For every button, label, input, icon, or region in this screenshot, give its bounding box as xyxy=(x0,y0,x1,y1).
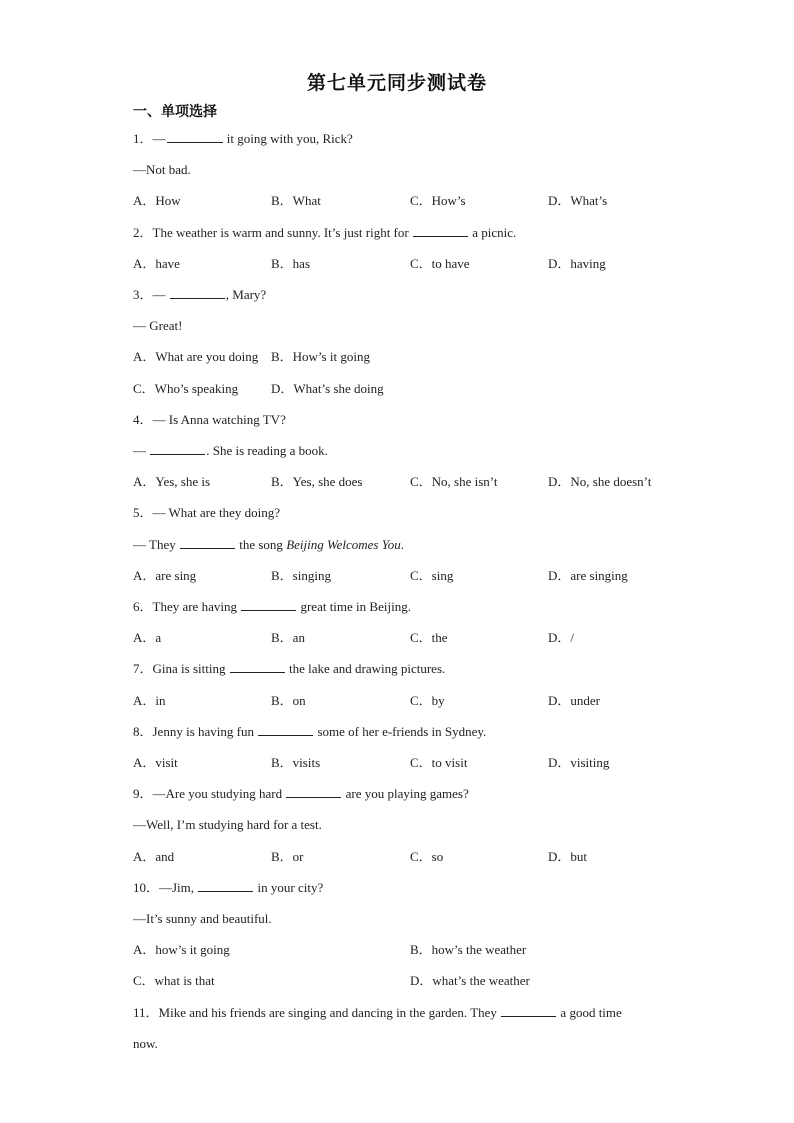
question-text: great time in Beijing. xyxy=(297,599,411,614)
answer-blank[interactable] xyxy=(170,286,225,299)
question-text: — xyxy=(152,131,166,146)
question-8 xyxy=(133,723,486,741)
q10-option-d[interactable]: D．what’s the weather xyxy=(410,973,530,988)
section-heading: 一、单项选择 xyxy=(133,104,217,120)
question-text: 11．Mike and his friends are singing and dancing in the garden. They xyxy=(133,1005,501,1020)
question-text: — They xyxy=(133,537,179,552)
question-text: , Mary? xyxy=(225,287,267,302)
q8-option-a[interactable]: A．visit xyxy=(133,755,178,770)
q10-option-a[interactable]: A．how’s it going xyxy=(133,942,230,957)
q1-option-c[interactable]: C．How’s xyxy=(410,193,466,208)
question-text: — xyxy=(133,443,150,458)
question-number: 1． xyxy=(133,131,153,146)
q9-option-c[interactable]: C．so xyxy=(410,849,444,864)
q9-option-b[interactable]: B．or xyxy=(271,849,304,864)
question-text: 7．Gina is sitting xyxy=(133,661,229,676)
q7-option-a[interactable]: A．in xyxy=(133,693,166,708)
song-title: Beijing Welcomes You xyxy=(286,537,401,552)
q5-option-b[interactable]: B．singing xyxy=(271,568,331,583)
question-9-reply: —Well, I’m studying hard for a test. xyxy=(133,817,322,832)
question-text: the lake and drawing pictures. xyxy=(285,661,446,676)
q4-option-a[interactable]: A．Yes, she is xyxy=(133,474,211,489)
question-text: . xyxy=(400,537,405,552)
q7-option-c[interactable]: C．by xyxy=(410,693,445,708)
q5-option-c[interactable]: C．sing xyxy=(410,568,454,583)
answer-blank[interactable] xyxy=(501,1004,556,1017)
q1-option-b[interactable]: B．What xyxy=(271,193,321,208)
answer-blank[interactable] xyxy=(180,536,235,549)
question-text: some of her e-friends in Sydney. xyxy=(314,724,487,739)
answer-blank[interactable] xyxy=(230,660,285,673)
question-10-reply: —It’s sunny and beautiful. xyxy=(133,911,272,926)
question-text: the song xyxy=(235,537,287,552)
answer-blank[interactable] xyxy=(241,598,296,611)
question-text: 10．—Jim, xyxy=(133,880,198,895)
q3-option-b[interactable]: B．How’s it going xyxy=(271,349,370,364)
question-7 xyxy=(133,660,445,678)
question-1-reply: —Not bad. xyxy=(133,162,191,177)
q6-option-c[interactable]: C．the xyxy=(410,630,448,645)
answer-blank[interactable] xyxy=(167,130,223,143)
question-text: 9．—Are you studying hard xyxy=(133,786,286,801)
q7-option-b[interactable]: B．on xyxy=(271,693,306,708)
q2-option-b[interactable]: B．has xyxy=(271,256,311,271)
q1-option-a[interactable]: A．How xyxy=(133,193,181,208)
question-5: 5．— What are they doing? xyxy=(133,505,281,520)
q7-option-d[interactable]: D．under xyxy=(548,693,600,708)
question-text: 6．They are having xyxy=(133,599,241,614)
q6-option-b[interactable]: B．an xyxy=(271,630,305,645)
question-text: a good time xyxy=(557,1005,622,1020)
question-10 xyxy=(133,879,323,897)
question-3 xyxy=(133,286,266,304)
q5-option-a[interactable]: A．are sing xyxy=(133,568,197,583)
q10-option-b[interactable]: B．how’s the weather xyxy=(410,942,527,957)
q9-option-d[interactable]: D．but xyxy=(548,849,588,864)
question-1 xyxy=(133,130,353,148)
question-text: a picnic. xyxy=(468,225,517,240)
q3-option-d[interactable]: D．What’s she doing xyxy=(271,381,384,396)
q6-option-a[interactable]: A．a xyxy=(133,630,162,645)
answer-blank[interactable] xyxy=(413,224,468,237)
q8-option-c[interactable]: C．to visit xyxy=(410,755,468,770)
question-4-reply xyxy=(133,442,328,460)
answer-blank[interactable] xyxy=(258,723,313,736)
answer-blank[interactable] xyxy=(150,442,205,455)
question-text: it going with you, Rick? xyxy=(223,131,353,146)
question-text: 8．Jenny is having fun xyxy=(133,724,258,739)
question-2 xyxy=(133,224,516,242)
question-text: . She is reading a book. xyxy=(206,443,328,458)
q8-option-d[interactable]: D．visiting xyxy=(548,755,610,770)
question-text: in your city? xyxy=(254,880,324,895)
q5-option-d[interactable]: D．are singing xyxy=(548,568,628,583)
q10-option-c[interactable]: C．what is that xyxy=(133,973,215,988)
q4-option-c[interactable]: C．No, she isn’t xyxy=(410,474,498,489)
q1-option-d[interactable]: D．What’s xyxy=(548,193,608,208)
question-9 xyxy=(133,785,469,803)
question-11 xyxy=(133,1004,622,1022)
q9-option-a[interactable]: A．and xyxy=(133,849,175,864)
q8-option-b[interactable]: B．visits xyxy=(271,755,321,770)
q6-option-d[interactable]: D．/ xyxy=(548,630,575,645)
question-text: are you playing games? xyxy=(342,786,469,801)
question-text: 3．— xyxy=(133,287,169,302)
q2-option-c[interactable]: C．to have xyxy=(410,256,470,271)
q4-option-b[interactable]: B．Yes, she does xyxy=(271,474,363,489)
q2-option-d[interactable]: D．having xyxy=(548,256,606,271)
answer-blank[interactable] xyxy=(198,879,253,892)
page-title: 第七单元同步测试卷 xyxy=(306,72,487,94)
question-5-reply xyxy=(133,536,404,554)
question-3-reply: — Great! xyxy=(133,318,183,333)
q4-option-d[interactable]: D．No, she doesn’t xyxy=(548,474,652,489)
question-text: 2．The weather is warm and sunny. It’s just right for xyxy=(133,225,412,240)
question-4: 4．— Is Anna watching TV? xyxy=(133,412,286,427)
q3-option-c[interactable]: C．Who’s speaking xyxy=(133,381,239,396)
question-11-continuation: now. xyxy=(133,1036,158,1051)
q2-option-a[interactable]: A．have xyxy=(133,256,180,271)
answer-blank[interactable] xyxy=(286,785,341,798)
q3-option-a[interactable]: A．What are you doing xyxy=(133,349,259,364)
question-6 xyxy=(133,598,411,616)
